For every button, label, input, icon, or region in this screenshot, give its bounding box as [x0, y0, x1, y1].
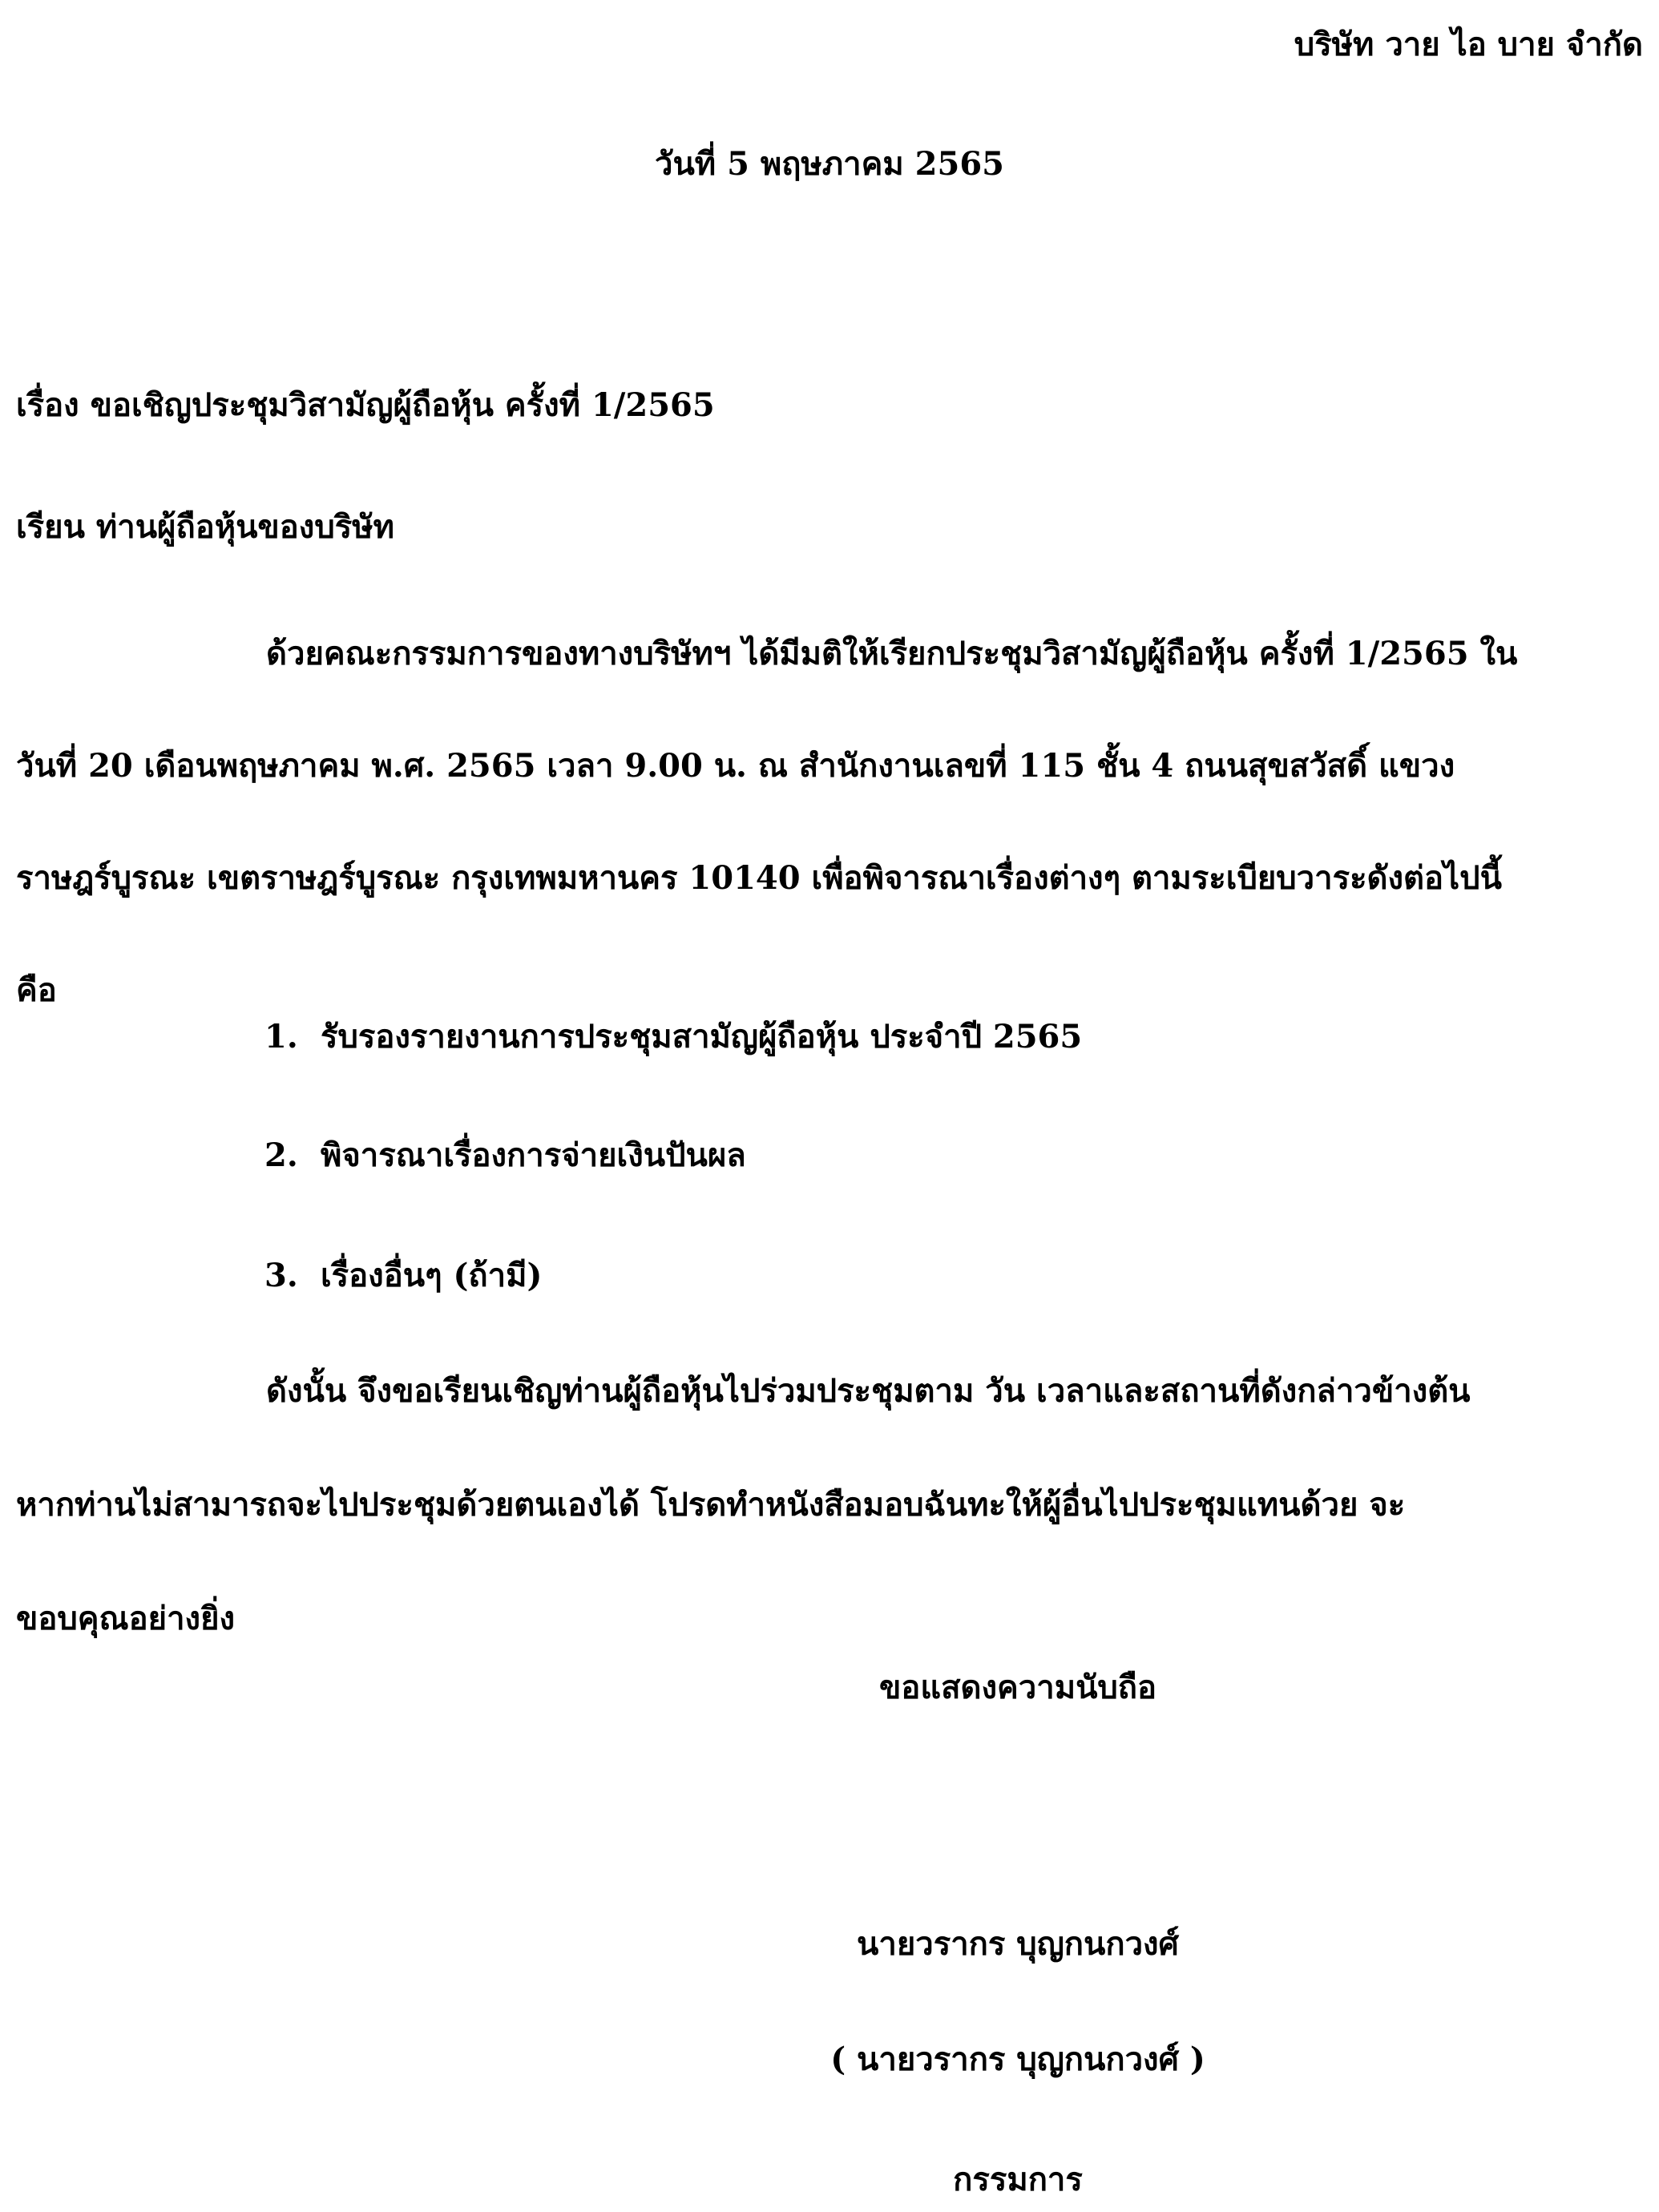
- agenda-text: เรื่องอื่นๆ (ถ้ามี): [321, 1257, 543, 1294]
- request-paragraph: [16, 1367, 1627, 1709]
- letter-subject: เรื่อง ขอเชิญประชุมวิสามัญผู้ถือหุ้น ครั้งที่ 1/2565: [16, 386, 715, 424]
- agenda-number: 2.: [264, 1136, 298, 1174]
- signer-name-parenthetical-text: ( นายวรากร บุญกนกวงศ์ ): [830, 2040, 1205, 2078]
- paragraph-line: ด้วยคณะกรรมการของทางบริษัทฯ ได้มีมติให้เรียกประชุมวิสามัญผู้ถือหุ้น ครั้งที่ 1/2565 ใน: [266, 635, 1518, 672]
- agenda-item: [264, 1013, 1082, 1061]
- closing-salutation-text: ขอแสดงความนับถือ: [878, 1669, 1157, 1706]
- agenda-text: พิจารณาเรื่องการจ่ายเงินปันผล: [321, 1136, 746, 1174]
- signer-name: [817, 1920, 1218, 1968]
- paragraph-line: วันที่ 20 เดือนพฤษภาคม พ.ศ. 2565 เวลา 9.00 น. ณ สำนักงานเลขที่ 115 ชั้น 4 ถนนสุขสวัสดิ์ แขวง: [16, 747, 1455, 785]
- closing-salutation: [817, 1664, 1218, 1712]
- paragraph-line: ดังนั้น จึงขอเรียนเชิญท่านผู้ถือหุ้นไปร่วมประชุมตาม วัน เวลาและสถานที่ดังกล่าวข้างต้น: [266, 1372, 1471, 1410]
- letter-recipient: เรียน ท่านผู้ถือหุ้นของบริษัท: [16, 508, 394, 546]
- agenda-number: 1.: [264, 1018, 298, 1056]
- signer-name-text: นายวรากร บุญกนกวงศ์: [857, 1925, 1179, 1963]
- signer-position: [817, 2156, 1218, 2204]
- agenda-text: รับรองรายงานการประชุมสามัญผู้ถือหุ้น ประจำปี 2565: [321, 1018, 1083, 1056]
- invitation-paragraph: [16, 630, 1627, 1079]
- company-name: บริษัท วาย ไอ บาย จำกัด: [1294, 26, 1643, 63]
- paragraph-line: คือ: [16, 971, 57, 1009]
- signer-position-text: กรรมการ: [953, 2161, 1083, 2198]
- paragraph-line: ราษฎร์บูรณะ เขตราษฎร์บูรณะ กรุงเทพมหานคร 10140 เพื่อพิจารณาเรื่องต่างๆ ตามระเบียบวาระดังต่อไปนี้: [16, 859, 1502, 897]
- paragraph-line: ขอบคุณอย่างยิ่ง: [16, 1600, 236, 1637]
- agenda-item: [264, 1252, 542, 1300]
- signer-name-parenthetical: [817, 2036, 1218, 2084]
- paragraph-line: หากท่านไม่สามารถจะไปประชุมด้วยตนเองได้ โปรดทำหนังสือมอบฉันทะให้ผู้อื่นไปประชุมแทนด้วย จะ: [16, 1486, 1406, 1524]
- agenda-number: 3.: [264, 1257, 298, 1294]
- letter-date: วันที่ 5 พฤษภาคม 2565: [654, 145, 1004, 183]
- agenda-item: [264, 1132, 746, 1180]
